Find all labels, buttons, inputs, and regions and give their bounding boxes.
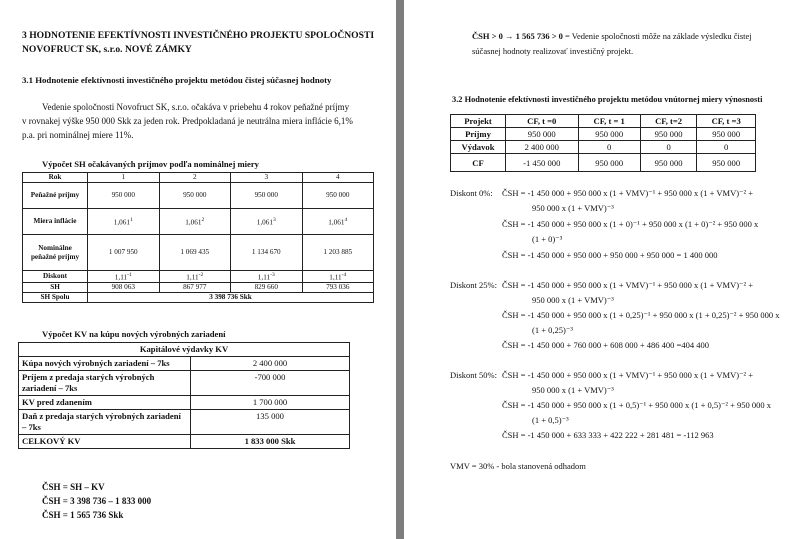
table-row	[451, 141, 756, 154]
equation-line: ČSH = -1 450 000 + 950 000 x (1 + VMV)⁻¹ + 950 000 x (1 + VMV)⁻² +	[502, 188, 754, 198]
table-cell: Výdavok	[451, 141, 506, 154]
equation-line: ČSH = -1 450 000 + 950 000 x (1 + VMV)⁻¹ + 950 000 x (1 + VMV)⁻² +	[502, 370, 754, 380]
table-cell: 950 000	[159, 183, 231, 209]
table-cell: 1 007 950	[88, 235, 160, 271]
table-cell: Príjem z predaja starých výrobných zariadení – 7ks	[19, 371, 191, 396]
table-cell: 2 400 000	[191, 357, 350, 371]
paragraph-line: v rovnakej výške 950 000 Skk za jeden rok. Predpokladaná je neutrálna miera inflácie 6,1%	[22, 116, 353, 126]
table-cell: Peňažné príjmy	[23, 183, 88, 209]
table-cell: 950 000	[697, 154, 756, 172]
table-cell: 793 036	[302, 283, 374, 293]
table-cell: 1	[88, 173, 160, 183]
table-cell: Daň z predaja starých výrobných zariadení – 7ks	[19, 410, 191, 435]
table-cell: 950 000	[640, 154, 697, 172]
table-cell: 950 000	[578, 154, 640, 172]
paragraph-line: Vedenie spoločnosti Novofruct SK, s.r.o. očakáva v priebehu 4 rokov peňažné príjmy	[42, 102, 350, 112]
equation-line: 950 000 x (1 + VMV)⁻³	[532, 295, 614, 305]
table-cell: CF, t =3	[697, 115, 756, 128]
equation-line: ČSH = 1 565 736 Skk	[42, 510, 124, 520]
equation-line: ČSH = 3 398 736 – 1 833 000	[42, 496, 152, 506]
cf-table	[450, 114, 756, 172]
npv-conclusion-line2: súčasnej hodnoty realizovať investičný projekt.	[472, 46, 634, 56]
table-cell: 1,061$^1$	[88, 209, 160, 235]
table-row	[451, 115, 756, 128]
table-cell: 950 000	[231, 183, 303, 209]
equation-line: ČSH = -1 450 000 + 950 000 x (1 + 0)⁻¹ + 950 000 x (1 + 0)⁻² + 950 000 x	[502, 219, 759, 229]
npv-conclusion-line1: ČSH > 0 → 1 565 736 > 0 = Vedenie spoločnosti môže na základe výsledku čistej	[472, 31, 752, 41]
table-cell: CF, t = 1	[578, 115, 640, 128]
equation-line: ČSH = -1 450 000 + 950 000 x (1 + 0,5)⁻¹ + 950 000 x (1 + 0,5)⁻² + 950 000 x	[502, 400, 772, 410]
table-row	[23, 209, 374, 235]
table-cell: Miera inflácie	[23, 209, 88, 235]
document-page-left	[0, 0, 396, 539]
table-cell: 3 398 736 Skk	[88, 293, 374, 303]
table-cell: 950 000	[506, 128, 579, 141]
table-cell: 4	[302, 173, 374, 183]
table-cell: 0	[640, 141, 697, 154]
table-cell: Príjmy	[451, 128, 506, 141]
table-cell: 1,061$^4$	[302, 209, 374, 235]
table-cell: 3	[231, 173, 303, 183]
sh-table	[22, 172, 374, 303]
table-cell: Rok	[23, 173, 88, 183]
table-cell: $1,11^{-2}$	[159, 271, 231, 283]
table-cell: 2	[159, 173, 231, 183]
table-cell: Nominálne peňažné príjmy	[23, 235, 88, 271]
table-row	[19, 371, 350, 396]
equation-line: (1 + 0,5)⁻³	[532, 415, 569, 425]
table-cell: SH Spolu	[23, 293, 88, 303]
equation-line: ČSH = -1 450 000 + 633 333 + 422 222 + 281 481 = -112 963	[502, 430, 714, 440]
equation-line: ČSH = -1 450 000 + 950 000 x (1 + 0,25)⁻¹ + 950 000 x (1 + 0,25)⁻² + 950 000 x	[502, 310, 780, 320]
table-cell: 0	[578, 141, 640, 154]
equation-line: ČSH = -1 450 000 + 760 000 + 608 000 + 486 400 =404 400	[502, 340, 709, 350]
equation-line: ČSH = -1 450 000 + 950 000 + 950 000 + 950 000 = 1 400 000	[502, 250, 718, 260]
table-cell: CF	[451, 154, 506, 172]
table-cell: 908 063	[88, 283, 160, 293]
table-cell: 1 700 000	[191, 396, 350, 410]
table-cell: 950 000	[302, 183, 374, 209]
document-page-right	[404, 0, 800, 539]
table-row	[19, 396, 350, 410]
table-cell: 1 134 670	[231, 235, 303, 271]
table-cell: Diskont	[23, 271, 88, 283]
table-cell: 950 000	[697, 128, 756, 141]
table-cell: 950 000	[88, 183, 160, 209]
table-cell: Kúpa nových výrobných zariadení – 7ks	[19, 357, 191, 371]
equation-line: (1 + 0,25)⁻³	[532, 325, 573, 335]
table-cell: $1,11^{-4}$	[302, 271, 374, 283]
kv-table	[18, 342, 350, 449]
equation-line: 950 000 x (1 + VMV)⁻³	[532, 385, 614, 395]
table-cell: 950 000	[640, 128, 697, 141]
table-cell: 1 069 435	[159, 235, 231, 271]
chapter-heading-line1: 3 HODNOTENIE EFEKTÍVNOSTI INVESTIČNÉHO PROJEKTU SPOLOČNOSTI	[22, 30, 375, 41]
table-cell: 0	[697, 141, 756, 154]
table-row	[23, 271, 374, 283]
sh-table-caption: Výpočet SH očakávaných príjmov podľa nominálnej miery	[42, 159, 259, 169]
table-cell: 1 833 000 Skk	[191, 435, 350, 449]
kv-table-caption: Výpočet KV na kúpu nových výrobných zariadení	[42, 329, 226, 339]
section-32-heading: 3.2 Hodnotenie efektívnosti investičného projektu metódou vnútornej miery výnosnosti	[452, 95, 763, 104]
table-cell: -700 000	[191, 371, 350, 396]
table-cell: CF, t=2	[640, 115, 697, 128]
discount-label: Diskont 50%:	[450, 370, 497, 380]
chapter-heading-line2: NOVOFRUCT SK, s.r.o. NOVÉ ZÁMKY	[22, 44, 192, 55]
table-cell: 1 203 885	[302, 235, 374, 271]
table-cell: CELKOVÝ KV	[19, 435, 191, 449]
table-row	[19, 410, 350, 435]
table-row	[19, 435, 350, 449]
table-cell: 950 000	[578, 128, 640, 141]
paragraph-line: p.a. pri nominálnej miere 11%.	[22, 130, 134, 140]
section-31-heading: 3.1 Hodnotenie efektívnosti investičného projektu metódou čistej súčasnej hodnoty	[22, 75, 332, 85]
table-cell: Projekt	[451, 115, 506, 128]
table-cell: 829 660	[231, 283, 303, 293]
table-row	[23, 235, 374, 271]
vmv-result: VMV = 30% - bola stanovená odhadom	[450, 461, 586, 471]
table-cell: SH	[23, 283, 88, 293]
table-cell: 1,061$^3$	[231, 209, 303, 235]
table-row	[19, 357, 350, 371]
table-row	[23, 173, 374, 183]
table-cell: KV pred zdanením	[19, 396, 191, 410]
equation-line: 950 000 x (1 + VMV)⁻³	[532, 203, 614, 213]
table-cell: 2 400 000	[506, 141, 579, 154]
table-cell: 135 000	[191, 410, 350, 435]
table-cell: $1,11^{-3}$	[231, 271, 303, 283]
table-row	[19, 343, 350, 357]
table-cell: Kapitálové výdavky KV	[19, 343, 350, 357]
table-cell: -1 450 000	[506, 154, 579, 172]
table-row	[23, 283, 374, 293]
table-cell: CF, t =0	[506, 115, 579, 128]
table-cell: $1,11^{-1}$	[88, 271, 160, 283]
discount-label: Diskont 25%:	[450, 280, 497, 290]
table-row	[451, 154, 756, 172]
table-row	[451, 128, 756, 141]
equation-line: ČSH = -1 450 000 + 950 000 x (1 + VMV)⁻¹ + 950 000 x (1 + VMV)⁻² +	[502, 280, 754, 290]
equation-line: ČSH = SH – KV	[42, 482, 105, 492]
discount-label: Diskont 0%:	[450, 188, 493, 198]
table-row	[23, 183, 374, 209]
equation-line: (1 + 0)⁻³	[532, 234, 563, 244]
table-cell: 1,061$^2$	[159, 209, 231, 235]
table-row	[23, 293, 374, 303]
table-cell: 867 977	[159, 283, 231, 293]
